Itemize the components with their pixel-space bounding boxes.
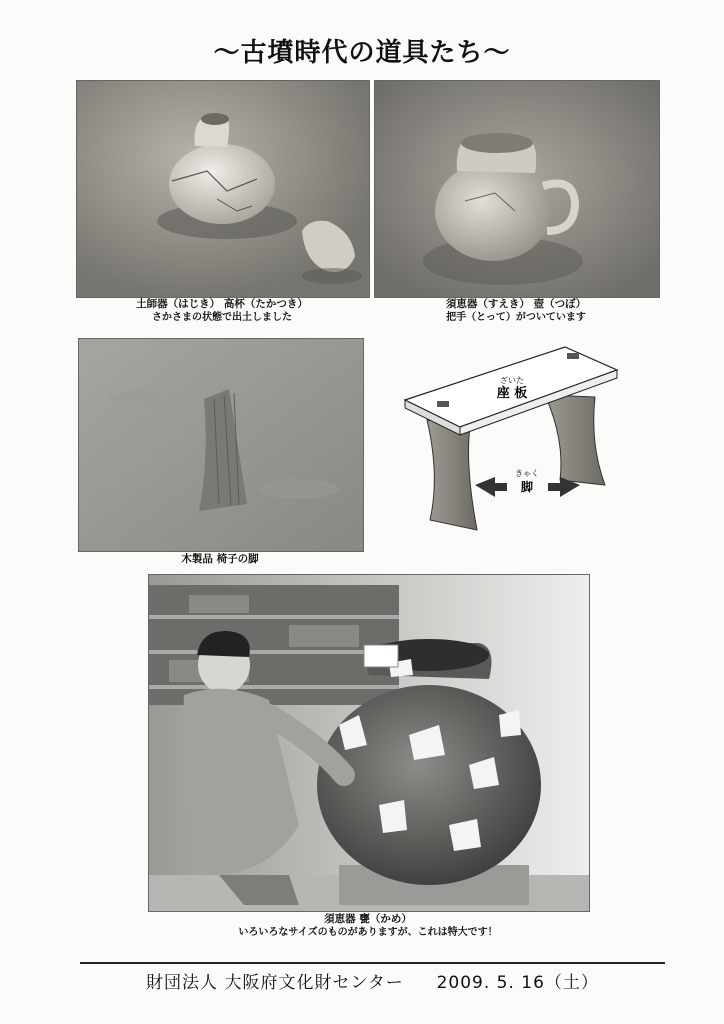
sue-tsubo-caption-note: 把手（とって）がついています — [446, 312, 586, 323]
sue-tsubo-caption-title: 須恵器（すえき） 壺（つぼ） — [445, 298, 587, 310]
footer-date: 2009. 5. 16（土） — [436, 973, 599, 993]
kame-caption-note: いろいろなサイズのものがありますが、これは特大です！ — [238, 927, 498, 938]
sue-tsubo-caption — [374, 298, 658, 324]
footer — [80, 968, 665, 993]
seat-ruby: ざいた — [500, 376, 524, 385]
page-title: 〜古墳時代の道具たち〜 — [213, 38, 511, 68]
wooden-chair-leg-caption — [78, 553, 362, 566]
haji-takatsuki-photo — [76, 80, 370, 298]
footer-divider — [80, 962, 665, 964]
footer-org: 財団法人 大阪府文化財センター — [146, 973, 404, 993]
wooden-chair-leg-photo — [78, 338, 364, 552]
leg-label: 脚 — [520, 480, 534, 494]
haji-takatsuki-caption — [76, 298, 368, 324]
sue-tsubo-photo — [374, 80, 660, 298]
haji-caption-note: さかさまの状態で出土しました — [152, 312, 292, 323]
sue-kame-photo — [148, 574, 590, 912]
sue-kame-caption — [148, 913, 588, 939]
wood-caption-title: 木製品 椅子の脚 — [181, 553, 259, 565]
haji-caption-title: 土師器（はじき） 高杯（たかつき） — [136, 298, 308, 310]
kame-caption-title: 須恵器 甕（かめ） — [324, 913, 412, 925]
seat-label: 座 板 — [496, 386, 528, 401]
leg-ruby: きゃく — [515, 469, 539, 478]
chair-diagram — [395, 335, 635, 545]
